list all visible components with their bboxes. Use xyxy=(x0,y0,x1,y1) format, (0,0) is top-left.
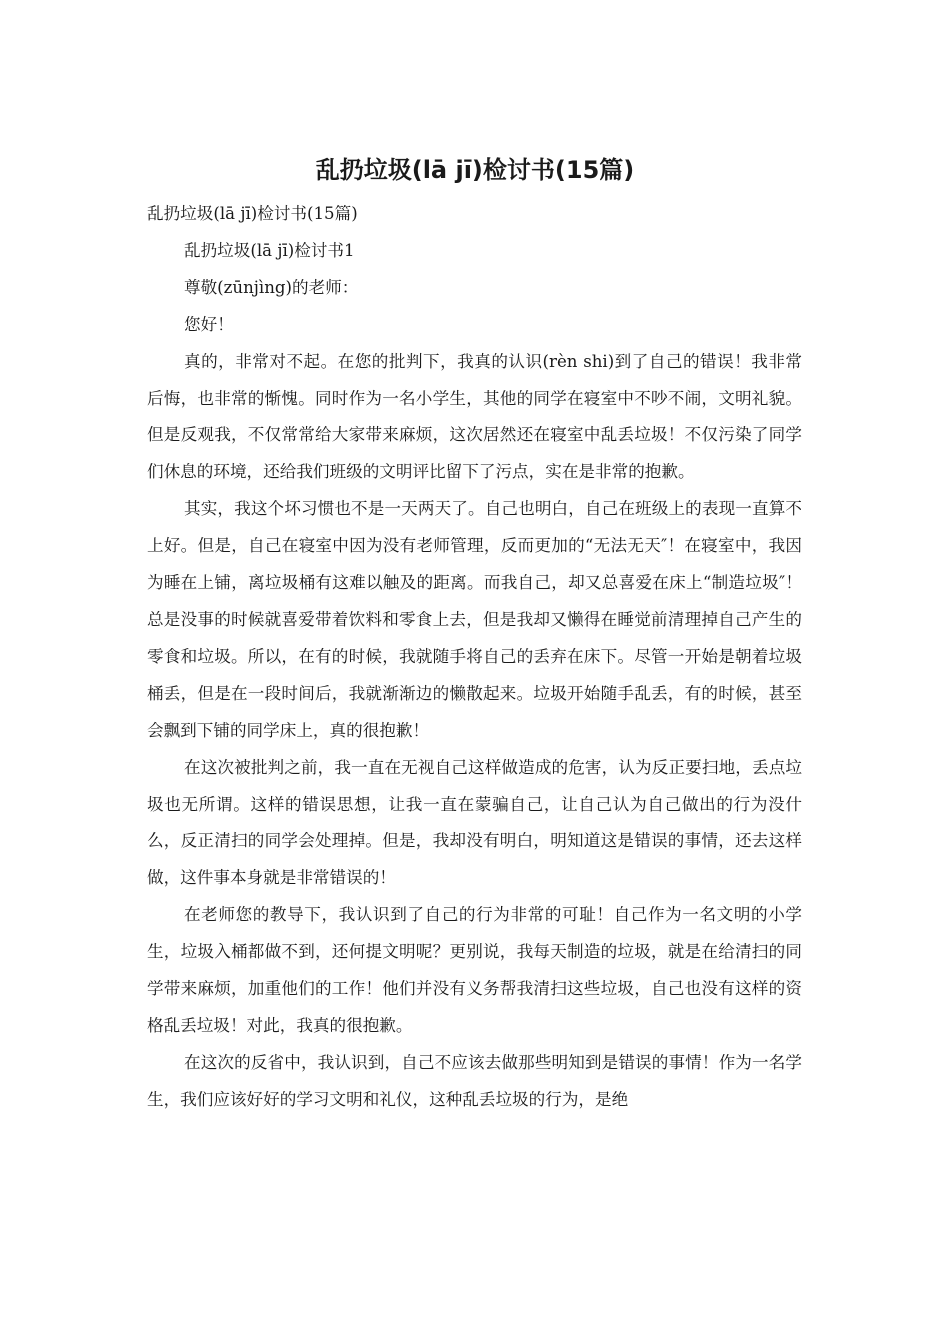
paragraph: 在这次被批判之前，我一直在无视自己这样做造成的危害，认为反正要扫地，丢点垃圾也无所谓。这样的错误思想，让我一直在蒙骗自己，让自己认为自己做出的行为没什么，反正清扫的同学会处理掉。但是，我却没有明白，明知道这是错误的事情，还去这样做，这件事本身就是非常错误的！ xyxy=(147,757,802,888)
document-title: 乱扔垃圾(lā jī)检讨书(15篇) xyxy=(315,156,635,184)
paragraph: 在这次的反省中，我认识到，自己不应该去做那些明知到是错误的事情！作为一名学生，我们应该好好的学习文明和礼仪，这种乱丢垃圾的行为，是绝 xyxy=(147,1052,802,1109)
salutation: 尊敬(zūnjìng)的老师： xyxy=(184,277,359,297)
greeting: 您好！ xyxy=(184,314,234,334)
paragraph: 其实，我这个坏习惯也不是一天两天了。自己也明白，自己在班级上的表现一直算不上好。但是，自己在寝室中因为没有老师管理，反而更加的“无法无天″！在寝室中，我因为睡在上铺，离垃圾桶有这难以触及的距离。而我自己，却又总喜爱在床上“制造垃圾″！总是没事的时候就喜爱带着饮料和零食上去，但是我却又懒得在睡觉前清理掉自己产生的零食和垃圾。所以，在有的时候，我就随手将自己的丢弃在床下。尽管一开始是朝着垃圾桶丢，但是在一段时间后，我就渐渐边的懒散起来。垃圾开始随手乱丢，有的时候，甚至会飘到下铺的同学床上，真的很抱歉！ xyxy=(147,499,802,740)
document-body xyxy=(147,196,802,1119)
section-heading: 乱扔垃圾(lā jī)检讨书1 xyxy=(184,240,355,260)
paragraph: 真的，非常对不起。在您的批判下，我真的认识(rèn shi)到了自己的错误！我非常后悔，也非常的惭愧。同时作为一名小学生，其他的同学在寝室中不吵不闹，文明礼貌。但是反观我，不仅常常给大家带来麻烦，这次居然还在寝室中乱丢垃圾！不仅污染了同学们休息的环境，还给我们班级的文明评比留下了污点，实在是非常的抱歉。 xyxy=(147,351,802,482)
paragraph: 在老师您的教导下，我认识到了自己的行为非常的可耻！自己作为一名文明的小学生，垃圾入桶都做不到，还何提文明呢？更别说，我每天制造的垃圾，就是在给清扫的同学带来麻烦，加重他们的工作！他们并没有义务帮我清扫这些垃圾，自己也没有这样的资格乱丢垃圾！对此，我真的很抱歉。 xyxy=(147,905,802,1035)
document-subtitle: 乱扔垃圾(lā jī)检讨书(15篇) xyxy=(147,204,358,223)
